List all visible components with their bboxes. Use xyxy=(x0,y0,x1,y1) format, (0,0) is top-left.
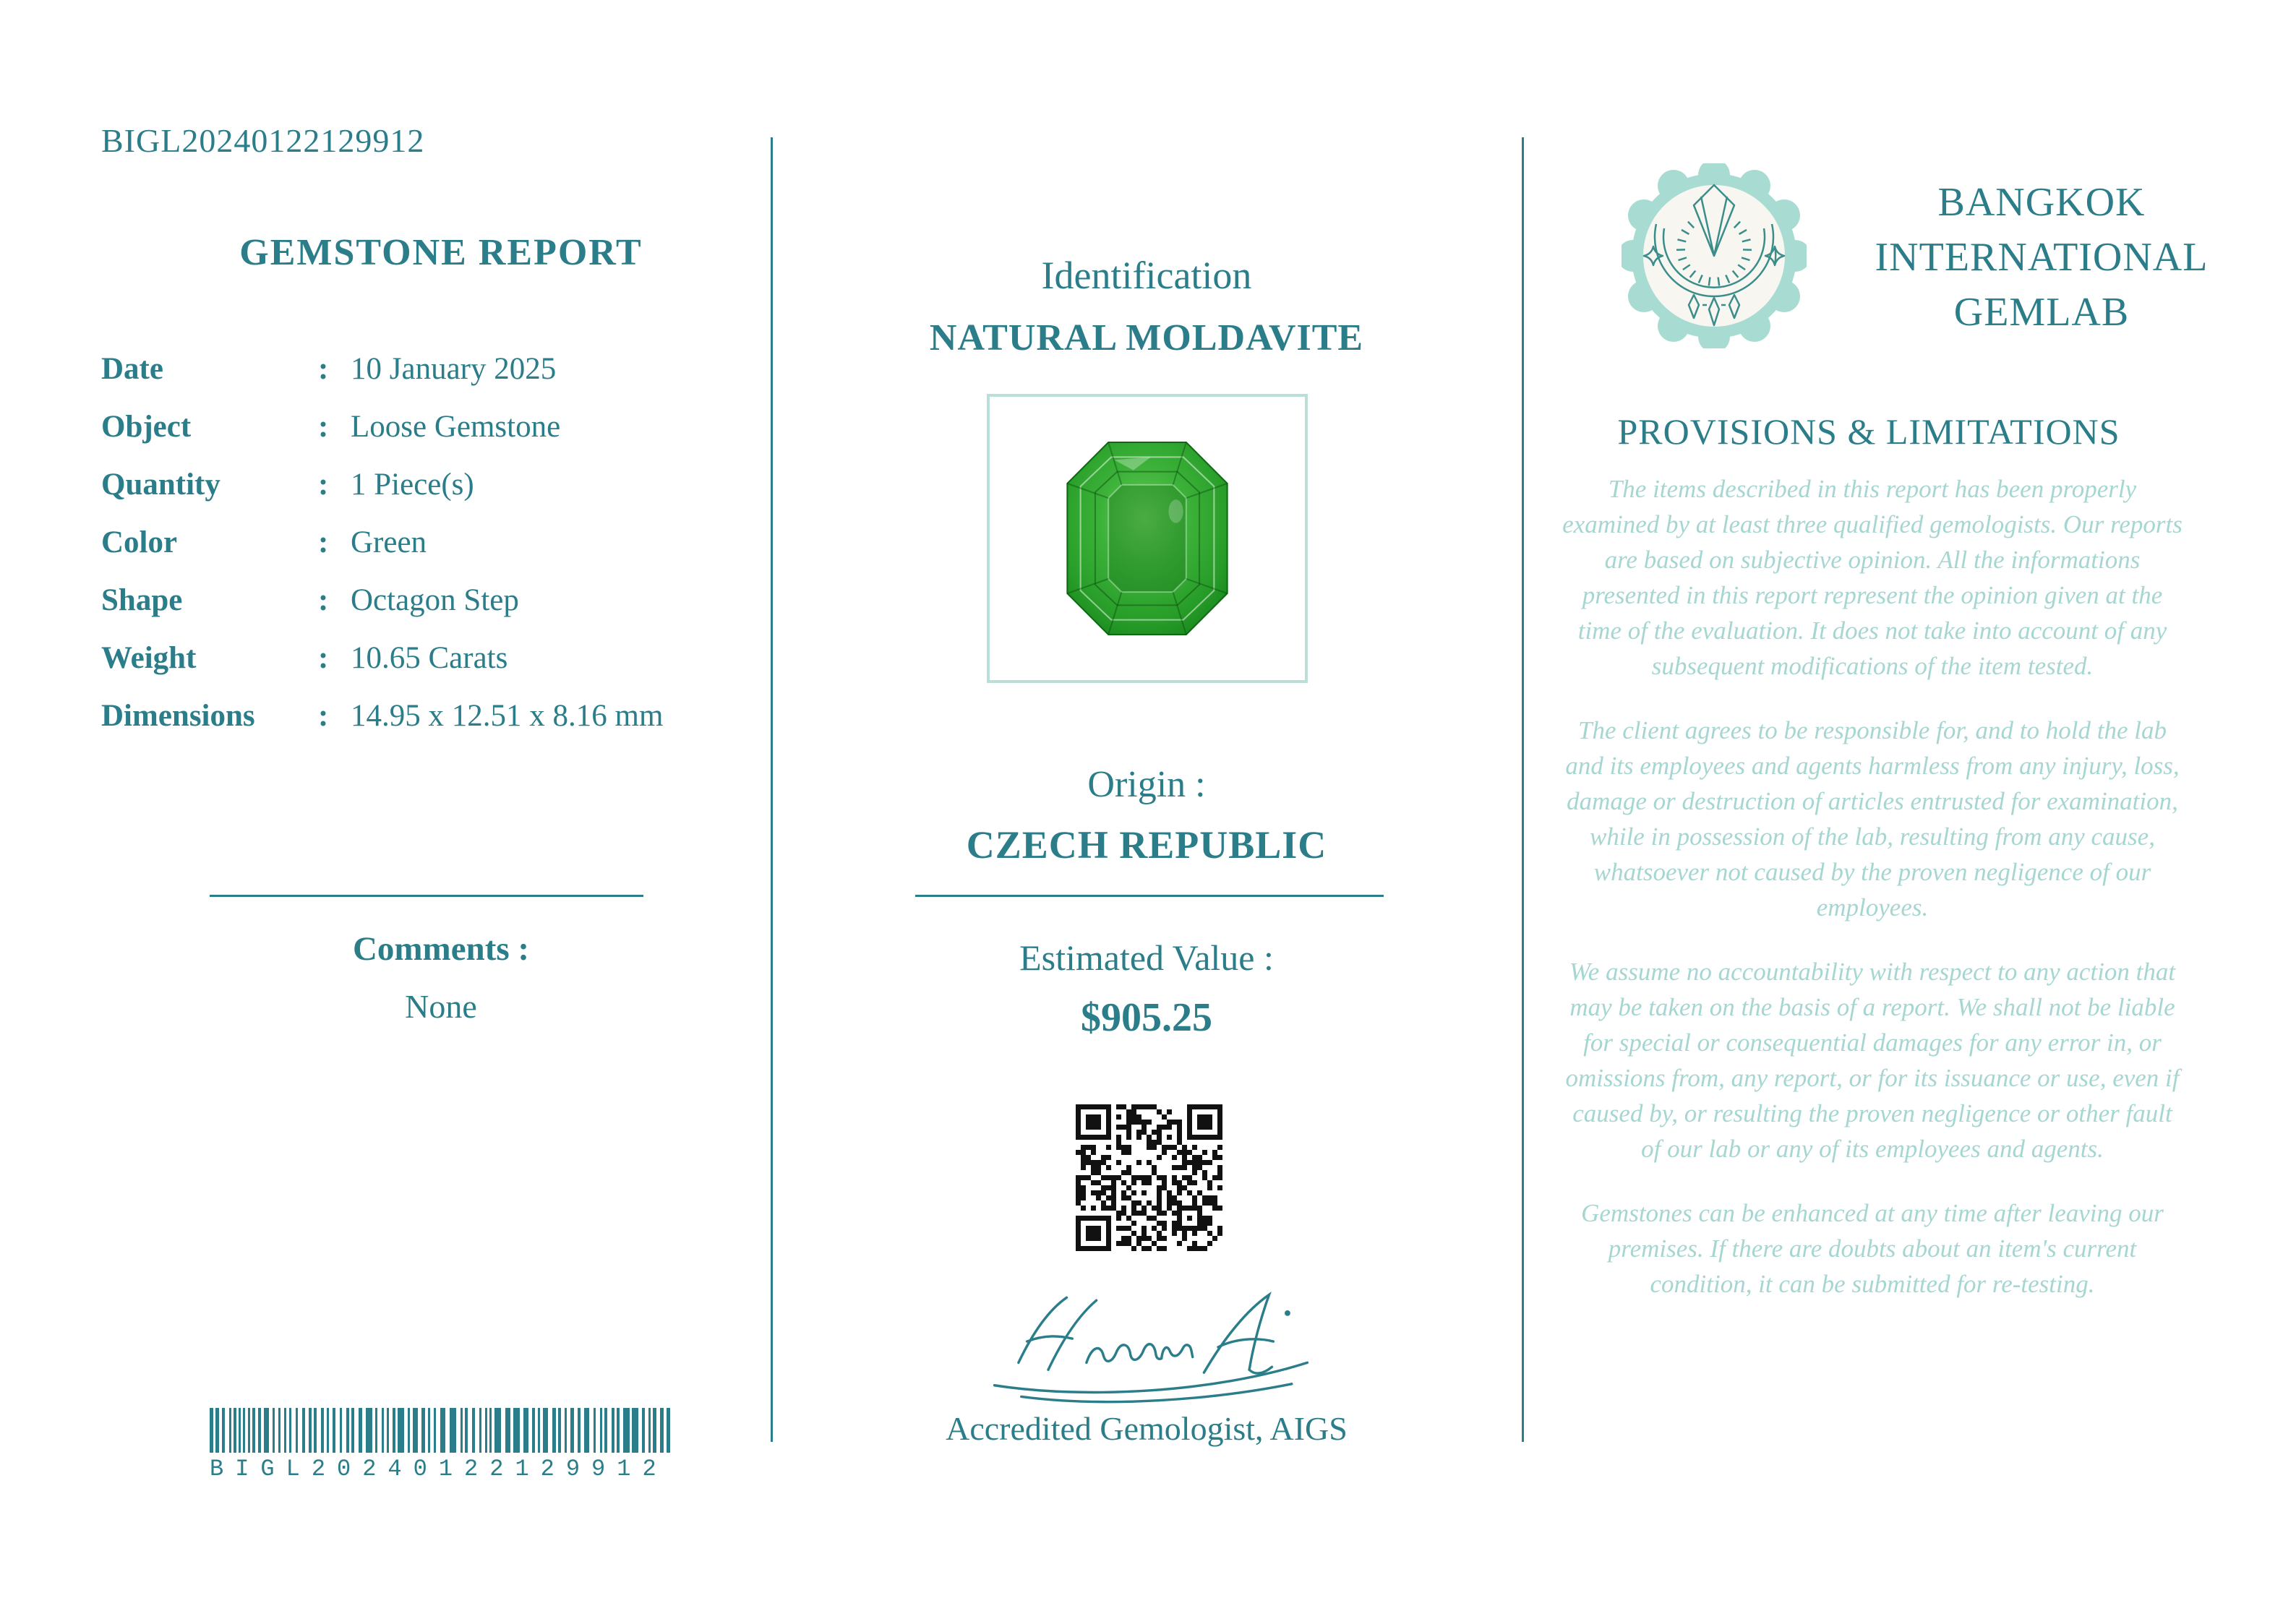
comments-label: Comments : xyxy=(352,930,530,968)
field-colon: : xyxy=(318,641,329,675)
field-value: 10.65 Carats xyxy=(351,641,508,675)
field-value: 1 Piece(s) xyxy=(351,468,474,502)
origin-label: Origin : xyxy=(1087,764,1206,805)
field-label: Quantity xyxy=(101,468,220,502)
field-colon: : xyxy=(318,525,329,559)
table-row xyxy=(101,583,752,640)
provisions-paragraph: The items described in this report has been properly examined by at least three qualified gemologists. Our reports are based on subjective opinion. All the informations presented in this report represent the opinion given at the time of the evaluation. It does not take into account of any subsequent modifications of the item tested. xyxy=(1562,475,2183,680)
table-row xyxy=(101,467,752,525)
field-label: Weight xyxy=(101,641,197,675)
field-colon: : xyxy=(318,468,329,502)
barcode-bars-graphic xyxy=(210,1408,672,1453)
field-colon: : xyxy=(318,410,329,444)
identification-heading: Identification xyxy=(1041,254,1252,297)
field-colon: : xyxy=(318,352,329,386)
field-value: Green xyxy=(351,525,427,559)
gem-photo-frame xyxy=(987,394,1308,683)
gemologist-title: Accredited Gemologist, AIGS xyxy=(946,1410,1348,1447)
field-value: 14.95 x 12.51 x 8.16 mm xyxy=(351,699,664,733)
field-label: Date xyxy=(101,352,163,386)
lab-name-line: BANGKOK xyxy=(1937,180,2146,225)
signature-graphic xyxy=(980,1278,1320,1408)
provisions-text xyxy=(1562,471,2183,1331)
field-value: Loose Gemstone xyxy=(351,410,561,444)
table-row xyxy=(101,409,752,467)
estimated-value-label: Estimated Value : xyxy=(1019,937,1274,978)
qr-code xyxy=(1076,1104,1222,1251)
field-colon: : xyxy=(318,583,329,617)
field-label: Dimensions xyxy=(101,699,255,733)
gem-details-table xyxy=(101,351,752,756)
gemlab-logo-icon xyxy=(1622,163,1807,348)
lab-name-line: INTERNATIONAL xyxy=(1875,235,2209,280)
gem-photo xyxy=(1064,441,1230,636)
table-row xyxy=(101,698,752,756)
column-divider-right xyxy=(1522,137,1524,1442)
provisions-paragraph: We assume no accountability with respect to any action that may be taken on the basis of a report. We shall not be liable for special or consequential damages for any error in, or omissions from, any report, or for its issuance or use, even if caused by, or resulting the proven negligence or other fault of our lab or any of its employees and agents. xyxy=(1565,958,2180,1163)
field-colon: : xyxy=(318,699,329,733)
certificate-number: BIGL20240122129912 xyxy=(101,122,425,159)
barcode xyxy=(210,1408,672,1482)
field-label: Color xyxy=(101,525,178,559)
column-divider-left xyxy=(771,137,773,1442)
provisions-paragraph: Gemstones can be enhanced at any time after leaving our premises. If there are doubts about an item's current condition, it can be submitted for re-testing. xyxy=(1581,1199,2164,1298)
lab-name xyxy=(1828,175,2256,340)
lab-name-line: GEMLAB xyxy=(1953,290,2130,335)
barcode-text: BIGL20240122129912 xyxy=(210,1456,668,1482)
value-divider xyxy=(915,895,1384,897)
field-label: Object xyxy=(101,410,192,444)
provisions-heading: PROVISIONS & LIMITATIONS xyxy=(1617,411,2120,452)
comments-divider xyxy=(210,895,643,897)
table-row xyxy=(101,351,752,409)
provisions-paragraph: The client agrees to be responsible for, and to hold the lab and its employees and agents harmless from any injury, loss, damage or destruction of articles entrusted for examination, while in possession of the lab, resulting from any cause, whatsoever not caused by the proven negligence of our employees. xyxy=(1565,716,2180,921)
origin-value: CZECH REPUBLIC xyxy=(966,823,1327,867)
estimated-value: $905.25 xyxy=(1081,995,1212,1040)
report-title: GEMSTONE REPORT xyxy=(239,232,643,273)
table-row xyxy=(101,640,752,698)
field-value: 10 January 2025 xyxy=(351,352,557,386)
gem-identification: NATURAL MOLDAVITE xyxy=(929,317,1364,358)
comments-value: None xyxy=(405,988,477,1025)
table-row xyxy=(101,525,752,583)
field-value: Octagon Step xyxy=(351,583,519,617)
field-label: Shape xyxy=(101,583,183,617)
